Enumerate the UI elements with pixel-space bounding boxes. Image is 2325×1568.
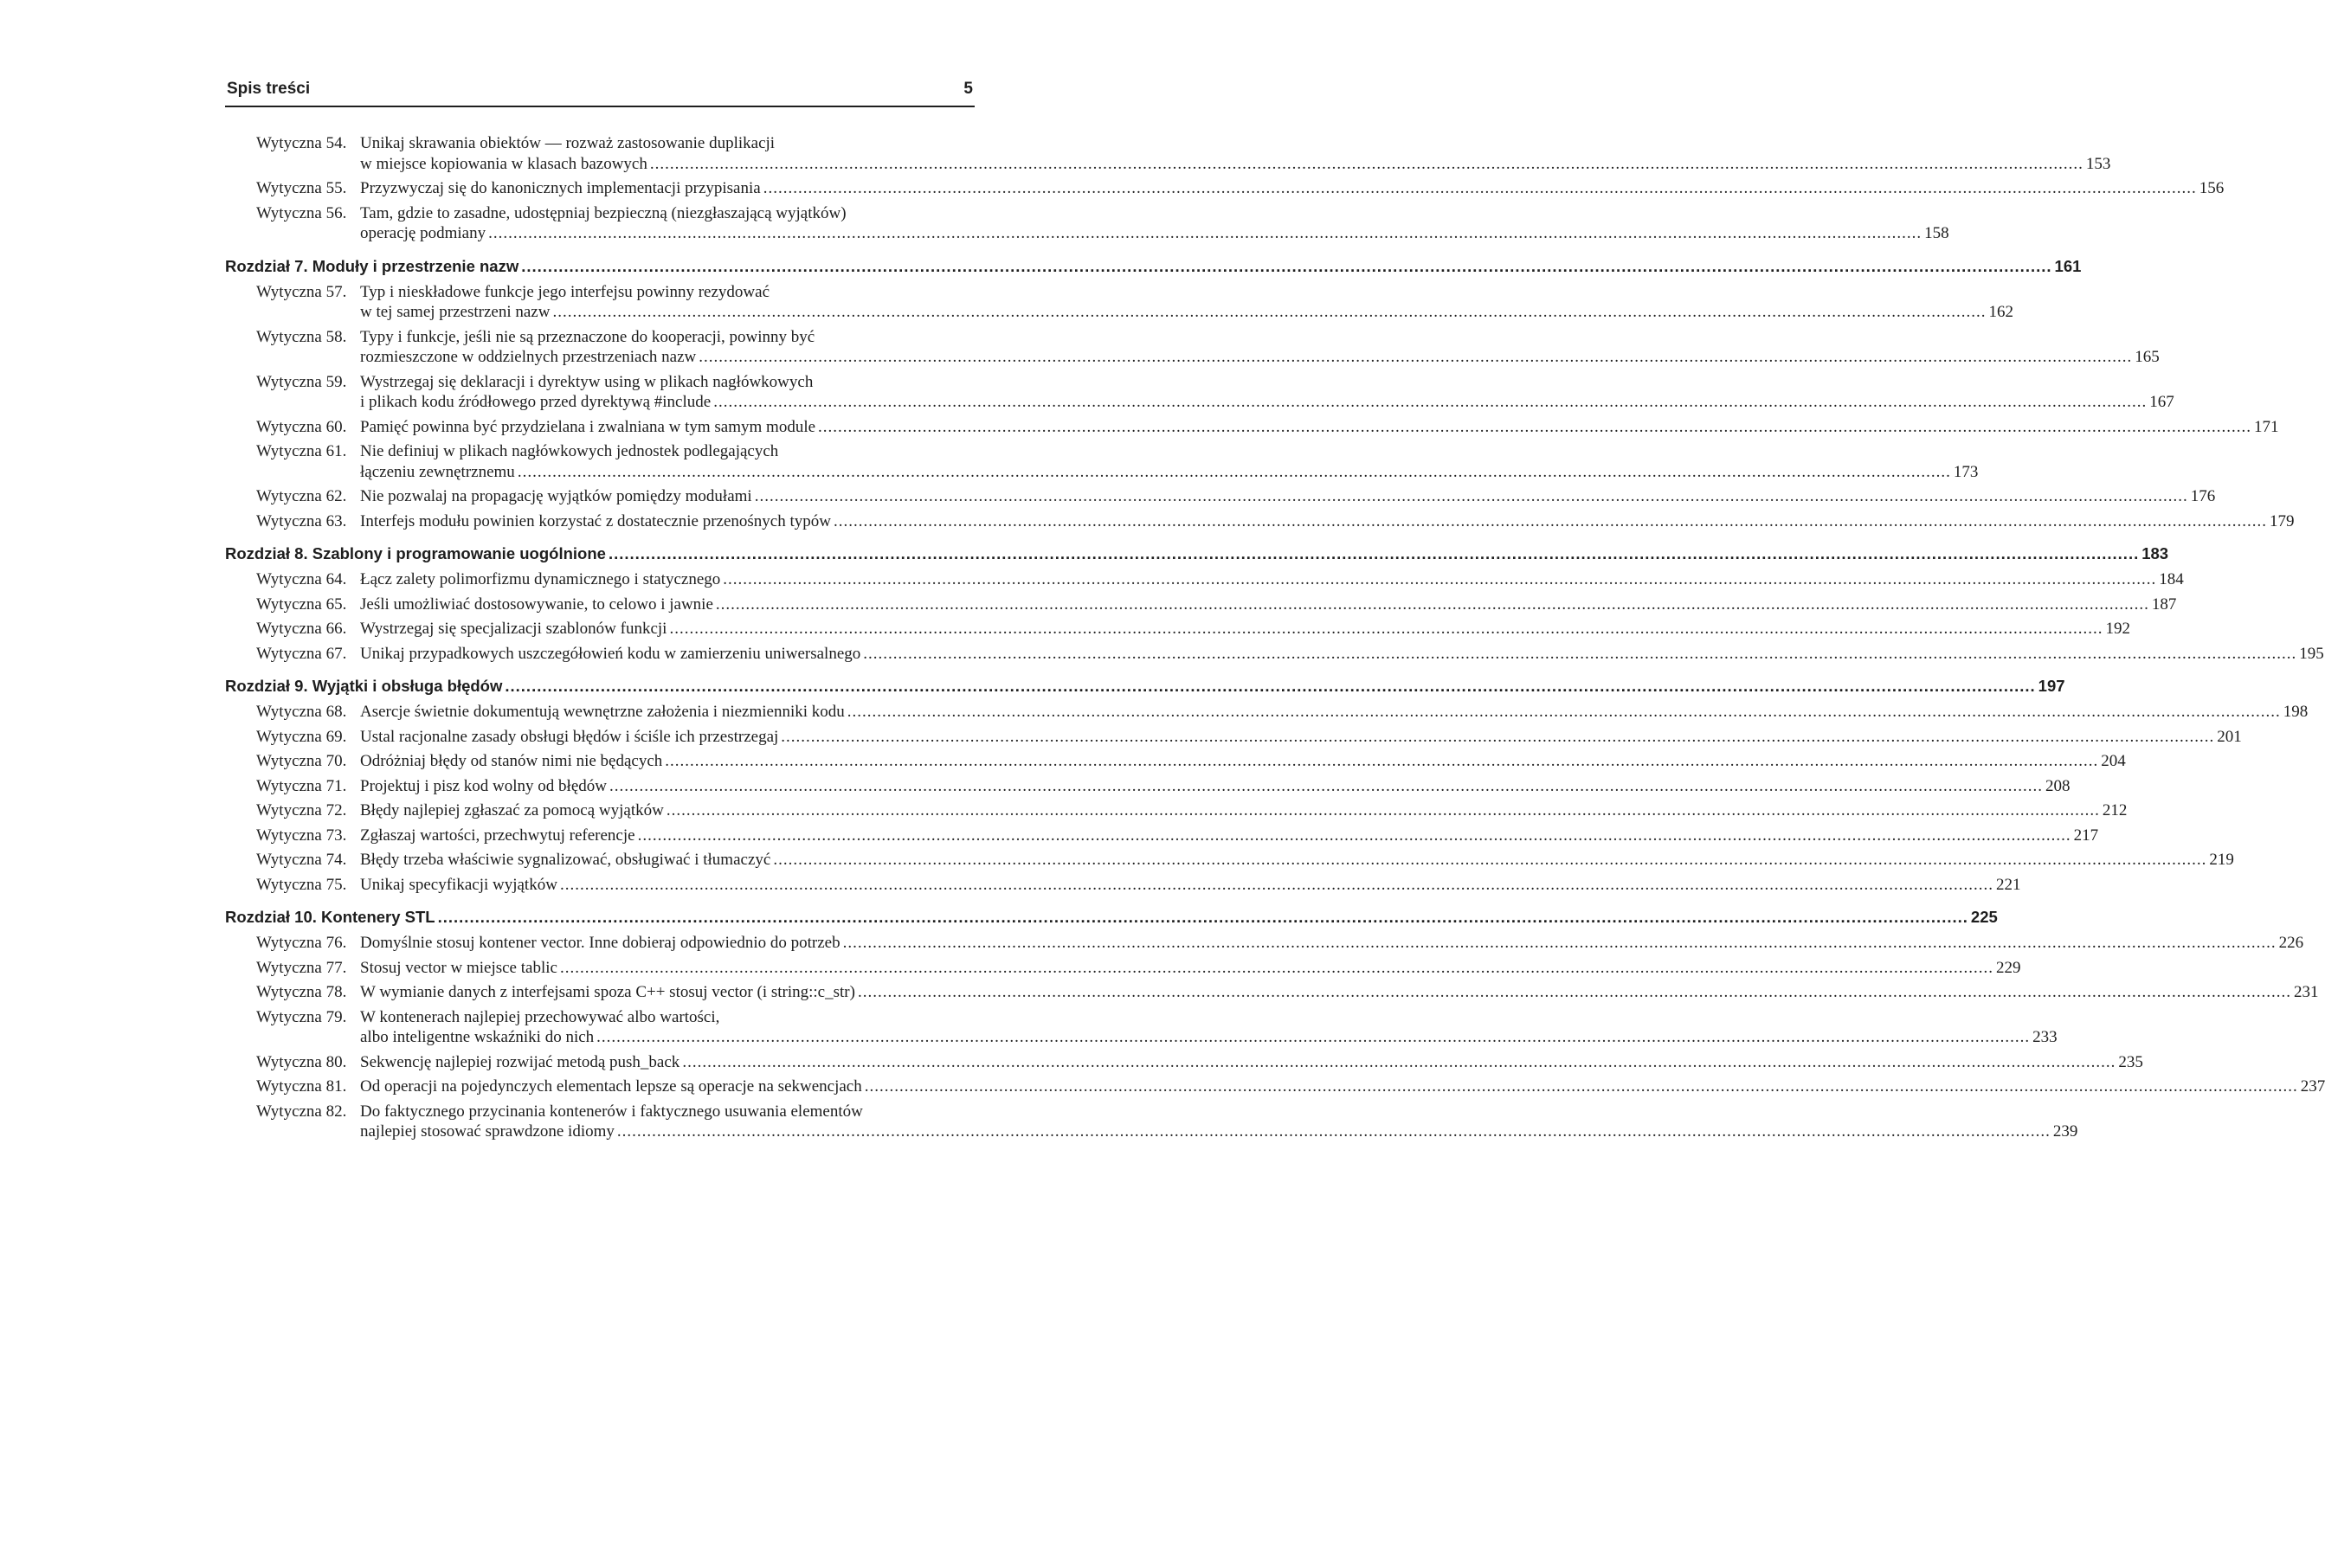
entry-leader-line: [360, 644, 2324, 665]
toc-entry: [225, 826, 2099, 846]
entry-number: Wytyczna 57.: [256, 282, 347, 301]
entry-page: 217: [2073, 826, 2099, 845]
entry-number: Wytyczna 78.: [256, 983, 347, 1001]
entry-title: Sekwencję najlepiej rozwijać metodą push_back: [360, 1052, 680, 1071]
entry-title: Zgłaszaj wartości, przechwytuj referencje: [360, 826, 635, 845]
entry-leader-line: [360, 594, 2176, 615]
entry-title: łączeniu zewnętrznemu: [360, 462, 515, 481]
entry-page: 221: [1995, 875, 2021, 894]
chapter-leader-line: [225, 543, 2169, 564]
dot-leader: [609, 543, 2139, 564]
entry-page: 198: [2283, 703, 2309, 721]
entry-leader-line: [360, 826, 2098, 846]
chapter-page: 161: [2054, 256, 2082, 275]
entry-line: [225, 875, 2021, 896]
toc-entry: [225, 1076, 2325, 1097]
entry-number: Wytyczna 68.: [256, 703, 347, 721]
entry-page: 239: [2052, 1122, 2078, 1141]
chapter-title: Rozdział 10. Kontenery STL: [225, 908, 435, 926]
entry-body: [360, 958, 2020, 979]
entry-title: najlepiej stosować sprawdzone idiomy: [360, 1122, 615, 1141]
entry-body: [360, 644, 2324, 665]
entry-line: [225, 644, 2324, 665]
dot-leader: [781, 727, 2214, 748]
entry-title: operację podmiany: [360, 224, 486, 242]
entry-number: Wytyczna 62.: [256, 487, 347, 505]
table-of-contents: [225, 133, 2325, 1142]
entry-page: 233: [2032, 1028, 2058, 1046]
dot-leader: [713, 392, 2147, 413]
entry-leader-line: [360, 1121, 2077, 1142]
entry-page: 219: [2209, 851, 2234, 869]
entry-line: [225, 372, 2174, 413]
toc-entry: [225, 933, 2304, 954]
entry-body: [360, 133, 2110, 174]
entry-leader-line: [360, 223, 1949, 244]
entry-page: 179: [2269, 511, 2295, 530]
entry-line: [225, 569, 2184, 590]
dot-leader: [834, 511, 2267, 532]
entry-number: Wytyczna 66.: [256, 620, 347, 638]
toc-entry: [225, 702, 2309, 723]
entry-line: [225, 751, 2126, 772]
dot-leader: [438, 907, 1968, 928]
toc-entry: [225, 594, 2177, 615]
entry-body: [360, 982, 2318, 1003]
entry-leader-line: [360, 347, 2160, 368]
entry-title: Unikaj przypadkowych uszczegółowień kodu w zamierzeniu uniwersalnego: [360, 644, 861, 663]
entry-number: Wytyczna 63.: [256, 511, 347, 530]
entry-line: [225, 1052, 2143, 1073]
entry-leader-line: [360, 392, 2174, 413]
entry-body: [360, 727, 2242, 748]
entry-leader-line: [360, 1052, 2143, 1073]
entry-body: [360, 1007, 2058, 1048]
toc-entry: [225, 1052, 2143, 1073]
entry-number: Wytyczna 61.: [256, 442, 347, 460]
toc-entry: [225, 958, 2021, 979]
dot-leader: [682, 1052, 2116, 1073]
toc-entry: [225, 776, 2071, 797]
entry-leader-line: [360, 302, 2013, 323]
entry-leader-line: [360, 511, 2294, 532]
entry-page: 184: [2159, 570, 2184, 588]
entry-title: Stosuj vector w miejsce tablic: [360, 958, 557, 977]
entry-page: 192: [2105, 620, 2130, 638]
entry-page: 156: [2199, 179, 2225, 197]
entry-leader-line: [360, 417, 2279, 438]
chapter-heading: [225, 256, 2082, 277]
entry-title: Ustal racjonalne zasady obsługi błędów i ściśle ich przestrzegaj: [360, 727, 779, 746]
dot-leader: [699, 347, 2132, 368]
entry-number: Wytyczna 77.: [256, 958, 347, 977]
entry-number: Wytyczna 56.: [256, 203, 347, 222]
toc-entry: [225, 282, 2013, 323]
entry-page: 158: [1924, 224, 1949, 242]
entry-title: w miejsce kopiowania w klasach bazowych: [360, 154, 647, 173]
dot-leader: [773, 850, 2206, 871]
entry-number: Wytyczna 82.: [256, 1102, 347, 1121]
entry-body: [360, 1076, 2325, 1097]
chapter-title: Rozdział 7. Moduły i przestrzenie nazw: [225, 256, 519, 275]
toc-entry: [225, 511, 2295, 532]
entry-number: Wytyczna 55.: [256, 179, 347, 197]
entry-number: Wytyczna 65.: [256, 594, 347, 614]
entry-number: Wytyczna 54.: [256, 134, 347, 152]
entry-line: [225, 826, 2099, 846]
entry-number: Wytyczna 67.: [256, 644, 347, 663]
entry-line: [225, 178, 2225, 199]
entry-line: [225, 1007, 2058, 1048]
entry-leader-line: [360, 462, 1978, 483]
entry-page: 226: [2278, 934, 2304, 952]
entry-body: [360, 178, 2224, 199]
entry-page: 231: [2293, 983, 2319, 1001]
entry-line: [225, 933, 2304, 954]
entry-number: Wytyczna 75.: [256, 875, 347, 894]
entry-number: Wytyczna 80.: [256, 1052, 347, 1071]
entry-page: 165: [2135, 348, 2160, 366]
chapter-page: 225: [1970, 908, 1998, 926]
toc-entry: [225, 982, 2319, 1003]
dot-leader: [552, 302, 1986, 323]
chapter-leader-line: [225, 907, 1998, 928]
entry-body: [360, 486, 2215, 507]
entry-page: 204: [2101, 752, 2126, 770]
entry-line: [225, 594, 2177, 615]
entry-title-line: Tam, gdzie to zasadne, udostępniaj bezpieczną (niezgłaszającą wyjątków): [360, 203, 847, 222]
entry-body: [360, 702, 2308, 723]
entry-title: Błędy najlepiej zgłaszać za pomocą wyjątków: [360, 801, 664, 819]
entry-number: Wytyczna 76.: [256, 934, 347, 952]
entry-body: [360, 850, 2234, 871]
dot-leader: [665, 751, 2098, 772]
entry-body: [360, 417, 2279, 438]
entry-number: Wytyczna 64.: [256, 570, 347, 588]
entry-page: 167: [2149, 393, 2174, 411]
entry-title: Przyzwyczaj się do kanonicznych implementacji przypisania: [360, 179, 761, 197]
entry-page: 208: [2045, 776, 2071, 795]
entry-body: [360, 619, 2130, 639]
entry-line: [225, 702, 2309, 723]
entry-body: [360, 751, 2126, 772]
toc-entry: [225, 619, 2130, 639]
entry-title: w tej samej przestrzeni nazw: [360, 303, 551, 321]
entry-title: Wystrzegaj się specjalizacji szablonów funkcji: [360, 620, 667, 638]
entry-number: Wytyczna 70.: [256, 752, 347, 770]
entry-leader-line: [360, 619, 2130, 639]
entry-page: 187: [2151, 594, 2177, 614]
dot-leader: [723, 569, 2156, 590]
entry-title-line: Do faktycznego przycinania kontenerów i faktycznego usuwania elementów: [360, 1102, 863, 1121]
entry-title: Interfejs modułu powinien korzystać z dostatecznie przenośnych typów: [360, 511, 831, 530]
entry-title: Od operacji na pojedynczych elementach lepsze są operacje na sekwencjach: [360, 1077, 862, 1096]
dot-leader: [818, 417, 2251, 438]
entry-number: Wytyczna 73.: [256, 826, 347, 845]
entry-title: Jeśli umożliwiać dostosowywanie, to celowo i jawnie: [360, 594, 713, 614]
dot-leader: [755, 486, 2188, 507]
dot-leader: [488, 223, 1922, 244]
toc-entry: [225, 1007, 2058, 1048]
toc-entry: [225, 800, 2128, 821]
entry-page: 171: [2254, 417, 2279, 436]
entry-body: [360, 511, 2294, 532]
running-head-title: Spis treści: [227, 80, 311, 98]
entry-number: Wytyczna 81.: [256, 1077, 347, 1096]
entry-title: Pamięć powinna być przydzielana i zwalniana w tym samym module: [360, 417, 816, 436]
entry-leader-line: [360, 1027, 2058, 1048]
toc-entry: [225, 875, 2021, 896]
dot-leader: [667, 800, 2100, 821]
entry-leader-line: [360, 958, 2020, 979]
entry-page: 229: [1995, 958, 2021, 977]
toc-entry: [225, 203, 1949, 244]
dot-leader: [763, 178, 2197, 199]
toc-entry: [225, 569, 2184, 590]
toc-entry: [225, 850, 2234, 871]
entry-title-line: Nie definiuj w plikach nagłówkowych jednostek podlegających: [360, 442, 779, 460]
entry-number: Wytyczna 79.: [256, 1007, 347, 1026]
entry-number: Wytyczna 58.: [256, 327, 347, 346]
toc-entry: [225, 372, 2174, 413]
entry-title: Nie pozwalaj na propagację wyjątków pomiędzy modułami: [360, 487, 752, 505]
entry-page: 162: [1988, 303, 2013, 321]
entry-title: i plikach kodu źródłowego przed dyrektywą #include: [360, 393, 712, 411]
toc-entry: [225, 1102, 2078, 1142]
entry-number: Wytyczna 71.: [256, 776, 347, 795]
entry-page: 176: [2190, 487, 2216, 505]
entry-body: [360, 875, 2020, 896]
chapter-page: 197: [2038, 677, 2065, 695]
chapter-title: Rozdział 8. Szablony i programowanie uogólnione: [225, 544, 606, 562]
entry-leader-line: [360, 800, 2127, 821]
entry-number: Wytyczna 59.: [256, 372, 347, 391]
chapter-leader-line: [225, 676, 2065, 697]
entry-line: [225, 133, 2111, 174]
chapter-leader-line: [225, 256, 2082, 277]
entry-line: [225, 282, 2013, 323]
dot-leader: [596, 1027, 2030, 1048]
entry-body: [360, 441, 1978, 482]
entry-leader-line: [360, 702, 2308, 723]
entry-leader-line: [360, 933, 2303, 954]
entry-page: 195: [2299, 644, 2324, 663]
entry-page: 201: [2217, 727, 2242, 746]
entry-title-line: Unikaj skrawania obiektów — rozważ zastosowanie duplikacji: [360, 134, 776, 152]
dot-leader: [518, 462, 1951, 483]
entry-leader-line: [360, 776, 2070, 797]
entry-title: Błędy trzeba właściwie sygnalizować, obsługiwać i tłumaczyć: [360, 851, 771, 869]
entry-body: [360, 372, 2174, 413]
entry-leader-line: [360, 154, 2110, 175]
entry-page: 173: [1953, 462, 1979, 481]
entry-body: [360, 826, 2098, 846]
entry-body: [360, 1102, 2077, 1142]
entry-title: Domyślnie stosuj kontener vector. Inne dobieraj odpowiednio do potrzeb: [360, 934, 840, 952]
dot-leader: [521, 256, 2051, 277]
chapter-page: 183: [2141, 544, 2169, 562]
entry-body: [360, 327, 2160, 368]
entry-page: 153: [2085, 154, 2111, 173]
entry-body: [360, 203, 1949, 244]
entry-body: [360, 569, 2184, 590]
entry-line: [225, 327, 2160, 368]
entry-title: Asercje świetnie dokumentują wewnętrzne założenia i niezmienniki kodu: [360, 703, 845, 721]
dot-leader: [650, 154, 2083, 175]
chapter-title: Rozdział 9. Wyjątki i obsługa błędów: [225, 677, 503, 695]
entry-leader-line: [360, 486, 2215, 507]
entry-page: 235: [2118, 1052, 2143, 1071]
entry-line: [225, 619, 2130, 639]
chapter-heading: [225, 907, 1998, 928]
dot-leader: [669, 619, 2103, 639]
dot-leader: [560, 958, 1993, 979]
entry-line: [225, 203, 1949, 244]
dot-leader: [638, 826, 2071, 846]
toc-entry: [225, 727, 2242, 748]
dot-leader: [505, 676, 2035, 697]
toc-entry: [225, 133, 2111, 174]
toc-entry: [225, 417, 2279, 438]
toc-entry: [225, 644, 2324, 665]
dot-leader: [617, 1121, 2051, 1142]
entry-number: Wytyczna 74.: [256, 851, 347, 869]
running-head: [225, 80, 975, 107]
toc-entry: [225, 178, 2225, 199]
entry-body: [360, 282, 2013, 323]
entry-page: 237: [2300, 1077, 2325, 1096]
entry-body: [360, 800, 2127, 821]
entry-page: 212: [2102, 801, 2128, 819]
dot-leader: [863, 644, 2296, 665]
chapter-heading: [225, 543, 2169, 564]
toc-entry: [225, 751, 2126, 772]
entry-leader-line: [360, 751, 2126, 772]
entry-line: [225, 982, 2319, 1003]
entry-title-line: Wystrzegaj się deklaracji i dyrektyw using w plikach nagłówkowych: [360, 372, 814, 391]
entry-title: Unikaj specyfikacji wyjątków: [360, 875, 557, 894]
entry-body: [360, 933, 2303, 954]
entry-title: Łącz zalety polimorfizmu dynamicznego i statycznego: [360, 570, 721, 588]
entry-leader-line: [360, 875, 2020, 896]
dot-leader: [716, 594, 2149, 615]
entry-title: Projektuj i pisz kod wolny od błędów: [360, 776, 607, 795]
entry-number: Wytyczna 60.: [256, 417, 347, 436]
entry-line: [225, 727, 2242, 748]
page-number: 5: [963, 80, 973, 98]
entry-title: rozmieszczone w oddzielnych przestrzeniach nazw: [360, 348, 697, 366]
entry-body: [360, 1052, 2143, 1073]
dot-leader: [560, 875, 1993, 896]
entry-title: albo inteligentne wskaźniki do nich: [360, 1028, 595, 1046]
toc-entry: [225, 441, 1979, 482]
entry-line: [225, 417, 2279, 438]
dot-leader: [858, 982, 2291, 1003]
entry-line: [225, 800, 2128, 821]
entry-line: [225, 1102, 2078, 1142]
dot-leader: [847, 702, 2281, 723]
entry-title: W wymianie danych z interfejsami spoza C++ stosuj vector (i string::c_str): [360, 983, 855, 1001]
entry-leader-line: [360, 982, 2318, 1003]
entry-title-line: W kontenerach najlepiej przechowywać albo wartości,: [360, 1007, 720, 1026]
entry-line: [225, 511, 2295, 532]
entry-leader-line: [360, 850, 2234, 871]
entry-leader-line: [360, 569, 2184, 590]
dot-leader: [843, 933, 2277, 954]
entry-line: [225, 441, 1979, 482]
entry-title-line: Typy i funkcje, jeśli nie są przeznaczone do kooperacji, powinny być: [360, 327, 815, 346]
entry-line: [225, 486, 2216, 507]
dot-leader: [609, 776, 2043, 797]
entry-title-line: Typ i nieskładowe funkcje jego interfejsu powinny rezydować: [360, 282, 770, 301]
entry-leader-line: [360, 1076, 2325, 1097]
entry-leader-line: [360, 178, 2224, 199]
toc-entry: [225, 486, 2216, 507]
entry-line: [225, 776, 2071, 797]
entry-leader-line: [360, 727, 2242, 748]
book-page: [225, 80, 2325, 1147]
chapter-heading: [225, 676, 2065, 697]
dot-leader: [865, 1076, 2298, 1097]
toc-entry: [225, 327, 2160, 368]
entry-body: [360, 594, 2176, 615]
entry-body: [360, 776, 2070, 797]
entry-number: Wytyczna 69.: [256, 727, 347, 746]
entry-line: [225, 958, 2021, 979]
entry-line: [225, 850, 2234, 871]
entry-line: [225, 1076, 2325, 1097]
entry-number: Wytyczna 72.: [256, 801, 347, 819]
entry-title: Odróżniaj błędy od stanów nimi nie będących: [360, 752, 663, 770]
